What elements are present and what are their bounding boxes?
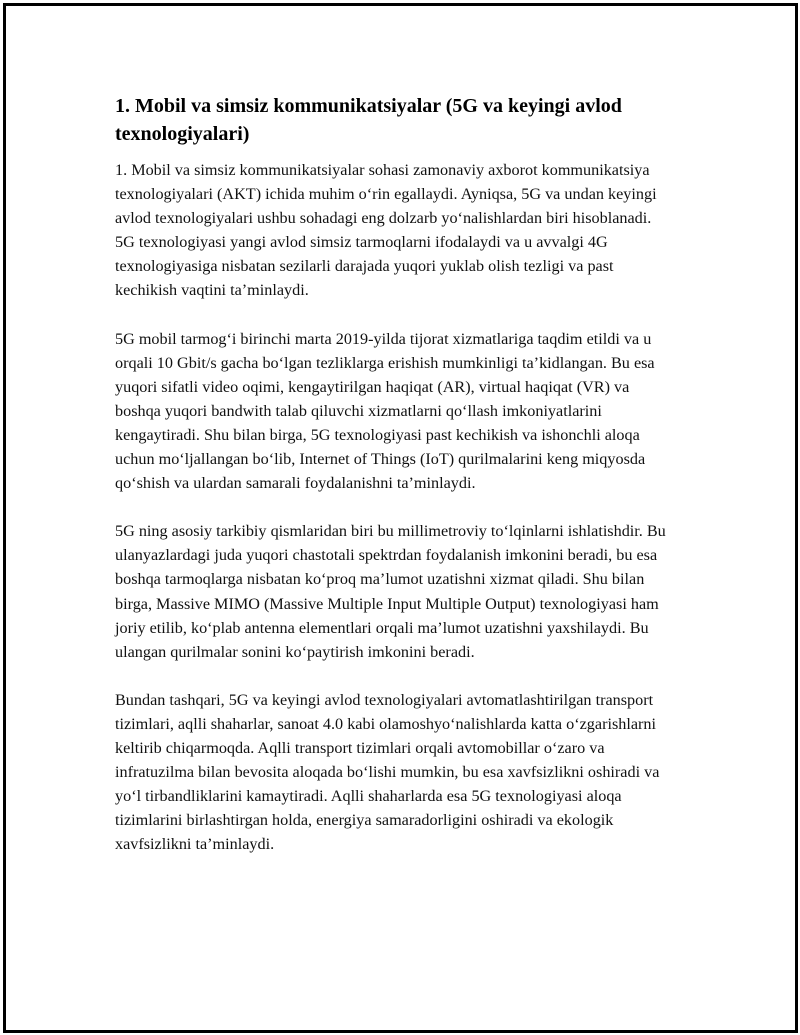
paragraph-4: Bundan tashqari, 5G va keyingi avlod texnologiyalari avtomatlashtirilgan transport tizimlari, aqlli shaharlar, sanoat 4.0 kabi olamoshyo‘nalishlarda katta o‘zgarishlarni keltirib chiqarmoqda. Aqlli transport tizimlari orqali avtomobillar o‘zaro va infratuzilma bilan bevosita aloqada bo‘lishi mumkin, bu esa xavfsizlikni oshiradi va yo‘l tirbandliklarini kamaytiradi. Aqlli shaharlarda esa 5G texnologiyasi aloqa tizimlarini birlashtirgan holda, energiya samaradorligini oshiradi va ekologik xavfsizlikni ta’minlaydi. (115, 690, 660, 854)
paragraph-3: 5G ning asosiy tarkibiy qismlaridan biri bu millimetroviy to‘lqinlarni ishlatishdir. Bu ulanyazlardagi juda yuqori chastotali spektrdan foydalanish imkonini beradi, bu esa boshqa tarmoqlarga nisbatan ko‘proq ma’lumot uzatishni xizmat qiladi. Shu bilan birga, Massive MIMO (Massive Multiple Input Multiple Output) texnologiyasi ham joriy etilib, ko‘plab antenna elementlari orqali ma’lumot uzatishni yaxshilaydi. Bu ulangan qurilmalar sonini ko‘paytirish imkonini beradi. (115, 522, 666, 661)
section-heading: 1. Mobil va simsiz kommunikatsiyalar (5G va keyingi avlod texnologiyalari) (115, 95, 622, 145)
paragraph-1: 1. Mobil va simsiz kommunikatsiyalar sohasi zamonaviy axborot kommunikatsiya texnologiyalari (AKT) ichida muhim o‘rin egallaydi. Ayniqsa, 5G va undan keyingi avlod texnologiyalari ushbu sohadagi eng dolzarb yo‘nalishlardan biri hisoblanadi. 5G texnologiyasi yangi avlod simsiz tarmoqlarni ifodalaydi va u avvalgi 4G texnologiyasiga nisbatan sezilarli darajada yuqori yuklab olish tezligi va past kechikish vaqtini ta’minlaydi. (115, 161, 657, 300)
paragraph-2: 5G mobil tarmog‘i birinchi marta 2019-yilda tijorat xizmatlariga taqdim etildi va u orqali 10 Gbit/s gacha bo‘lgan tezliklarga erishish mumkinligi ta’kidlangan. Bu esa yuqori sifatli video oqimi, kengaytirilgan haqiqat (AR), virtual haqiqat (VR) va boshqa yuqori bandwith talab qiluvchi xizmatlarni qo‘llash imkoniyatlarini kengaytiradi. Shu bilan birga, 5G texnologiyasi past kechikish va ishonchli aloqa uchun mo‘ljallangan bo‘lib, Internet of Things (IoT) qurilmalarini keng miqyosda qo‘shish va ulardan samarali foydalanishni ta’minlaydi. (115, 329, 655, 493)
document-body (115, 92, 675, 880)
